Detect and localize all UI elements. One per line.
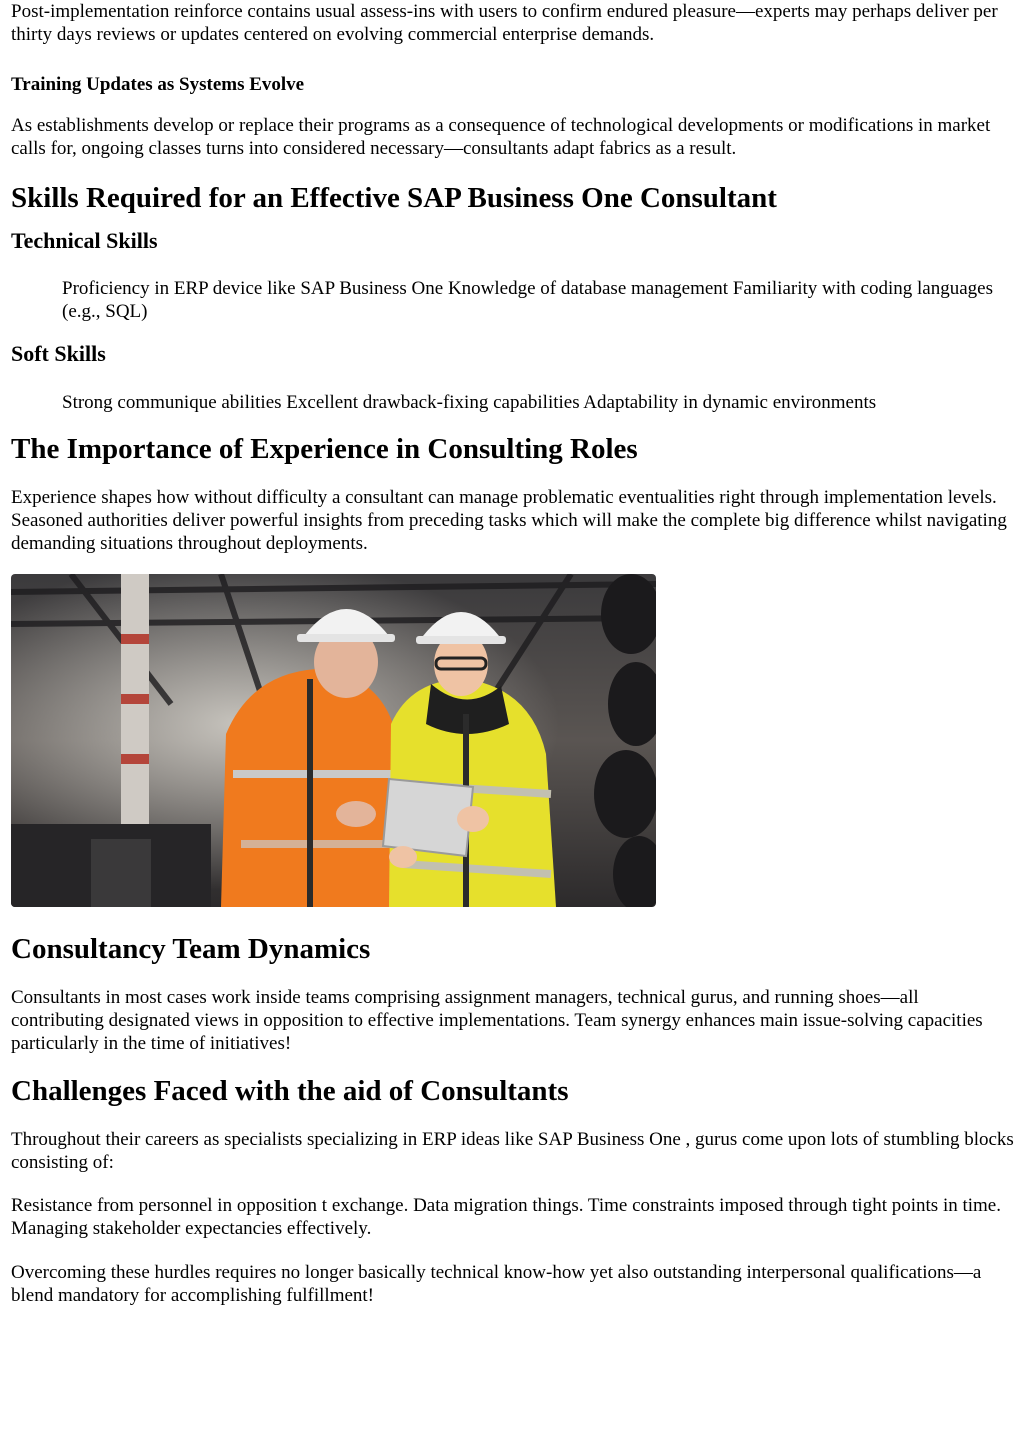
soft-skills-heading: Soft Skills <box>11 341 106 366</box>
article-body <box>11 0 1015 1307</box>
experience-paragraph: Experience shapes how without difficulty a consultant can manage problematic eventualities right through implementation levels. Seasoned authorities deliver powerful insights from preceding tasks which will make the complete big difference whilst navigating demanding situations throughout deployments. <box>11 487 1007 554</box>
experience-heading: The Importance of Experience in Consulting Roles <box>11 433 638 465</box>
challenges-closing-paragraph: Overcoming these hurdles requires no longer basically technical know-how yet also outstanding interpersonal qualifications—a blend mandatory for accomplishing fulfillment! <box>11 1262 982 1306</box>
post-implementation-paragraph: Post-implementation reinforce contains usual assess-ins with users to confirm endured pleasure—experts may perhaps deliver per thirty days reviews or updates centered on evolving commercial enterprise demands. <box>11 1 998 45</box>
training-updates-heading: Training Updates as Systems Evolve <box>11 74 305 95</box>
challenges-list-paragraph: Resistance from personnel in opposition t exchange. Data migration things. Time constraints imposed through tight points in time. Managing stakeholder expectancies effectively. <box>11 1195 1001 1239</box>
workers-with-tablet-photo <box>11 574 656 907</box>
challenges-heading: Challenges Faced with the aid of Consultants <box>11 1075 569 1107</box>
challenges-intro-paragraph: Throughout their careers as specialists specializing in ERP ideas like SAP Business One , gurus come upon lots of stumbling blocks consisting of: <box>11 1129 1014 1173</box>
technical-skills-heading: Technical Skills <box>11 228 158 253</box>
training-updates-paragraph: As establishments develop or replace their programs as a consequence of technological developments or modifications in market calls for, ongoing classes turns into considered necessary—consultants adapt fabrics as a result. <box>11 115 991 159</box>
team-dynamics-heading: Consultancy Team Dynamics <box>11 933 371 965</box>
soft-skills-list: Strong communique abilities Excellent drawback-fixing capabilities Adaptability in dynamic environments <box>62 392 877 413</box>
team-dynamics-paragraph: Consultants in most cases work inside teams comprising assignment managers, technical gurus, and running shoes—all contributing designated views in opposition to effective implementations. Team synergy enhances main issue-solving capacities particularly in the time of initiatives! <box>11 987 983 1054</box>
technical-skills-list: Proficiency in ERP device like SAP Business One Knowledge of database management Familiarity with coding languages (e.g., SQL) <box>62 278 993 322</box>
skills-heading: Skills Required for an Effective SAP Business One Consultant <box>11 182 777 214</box>
